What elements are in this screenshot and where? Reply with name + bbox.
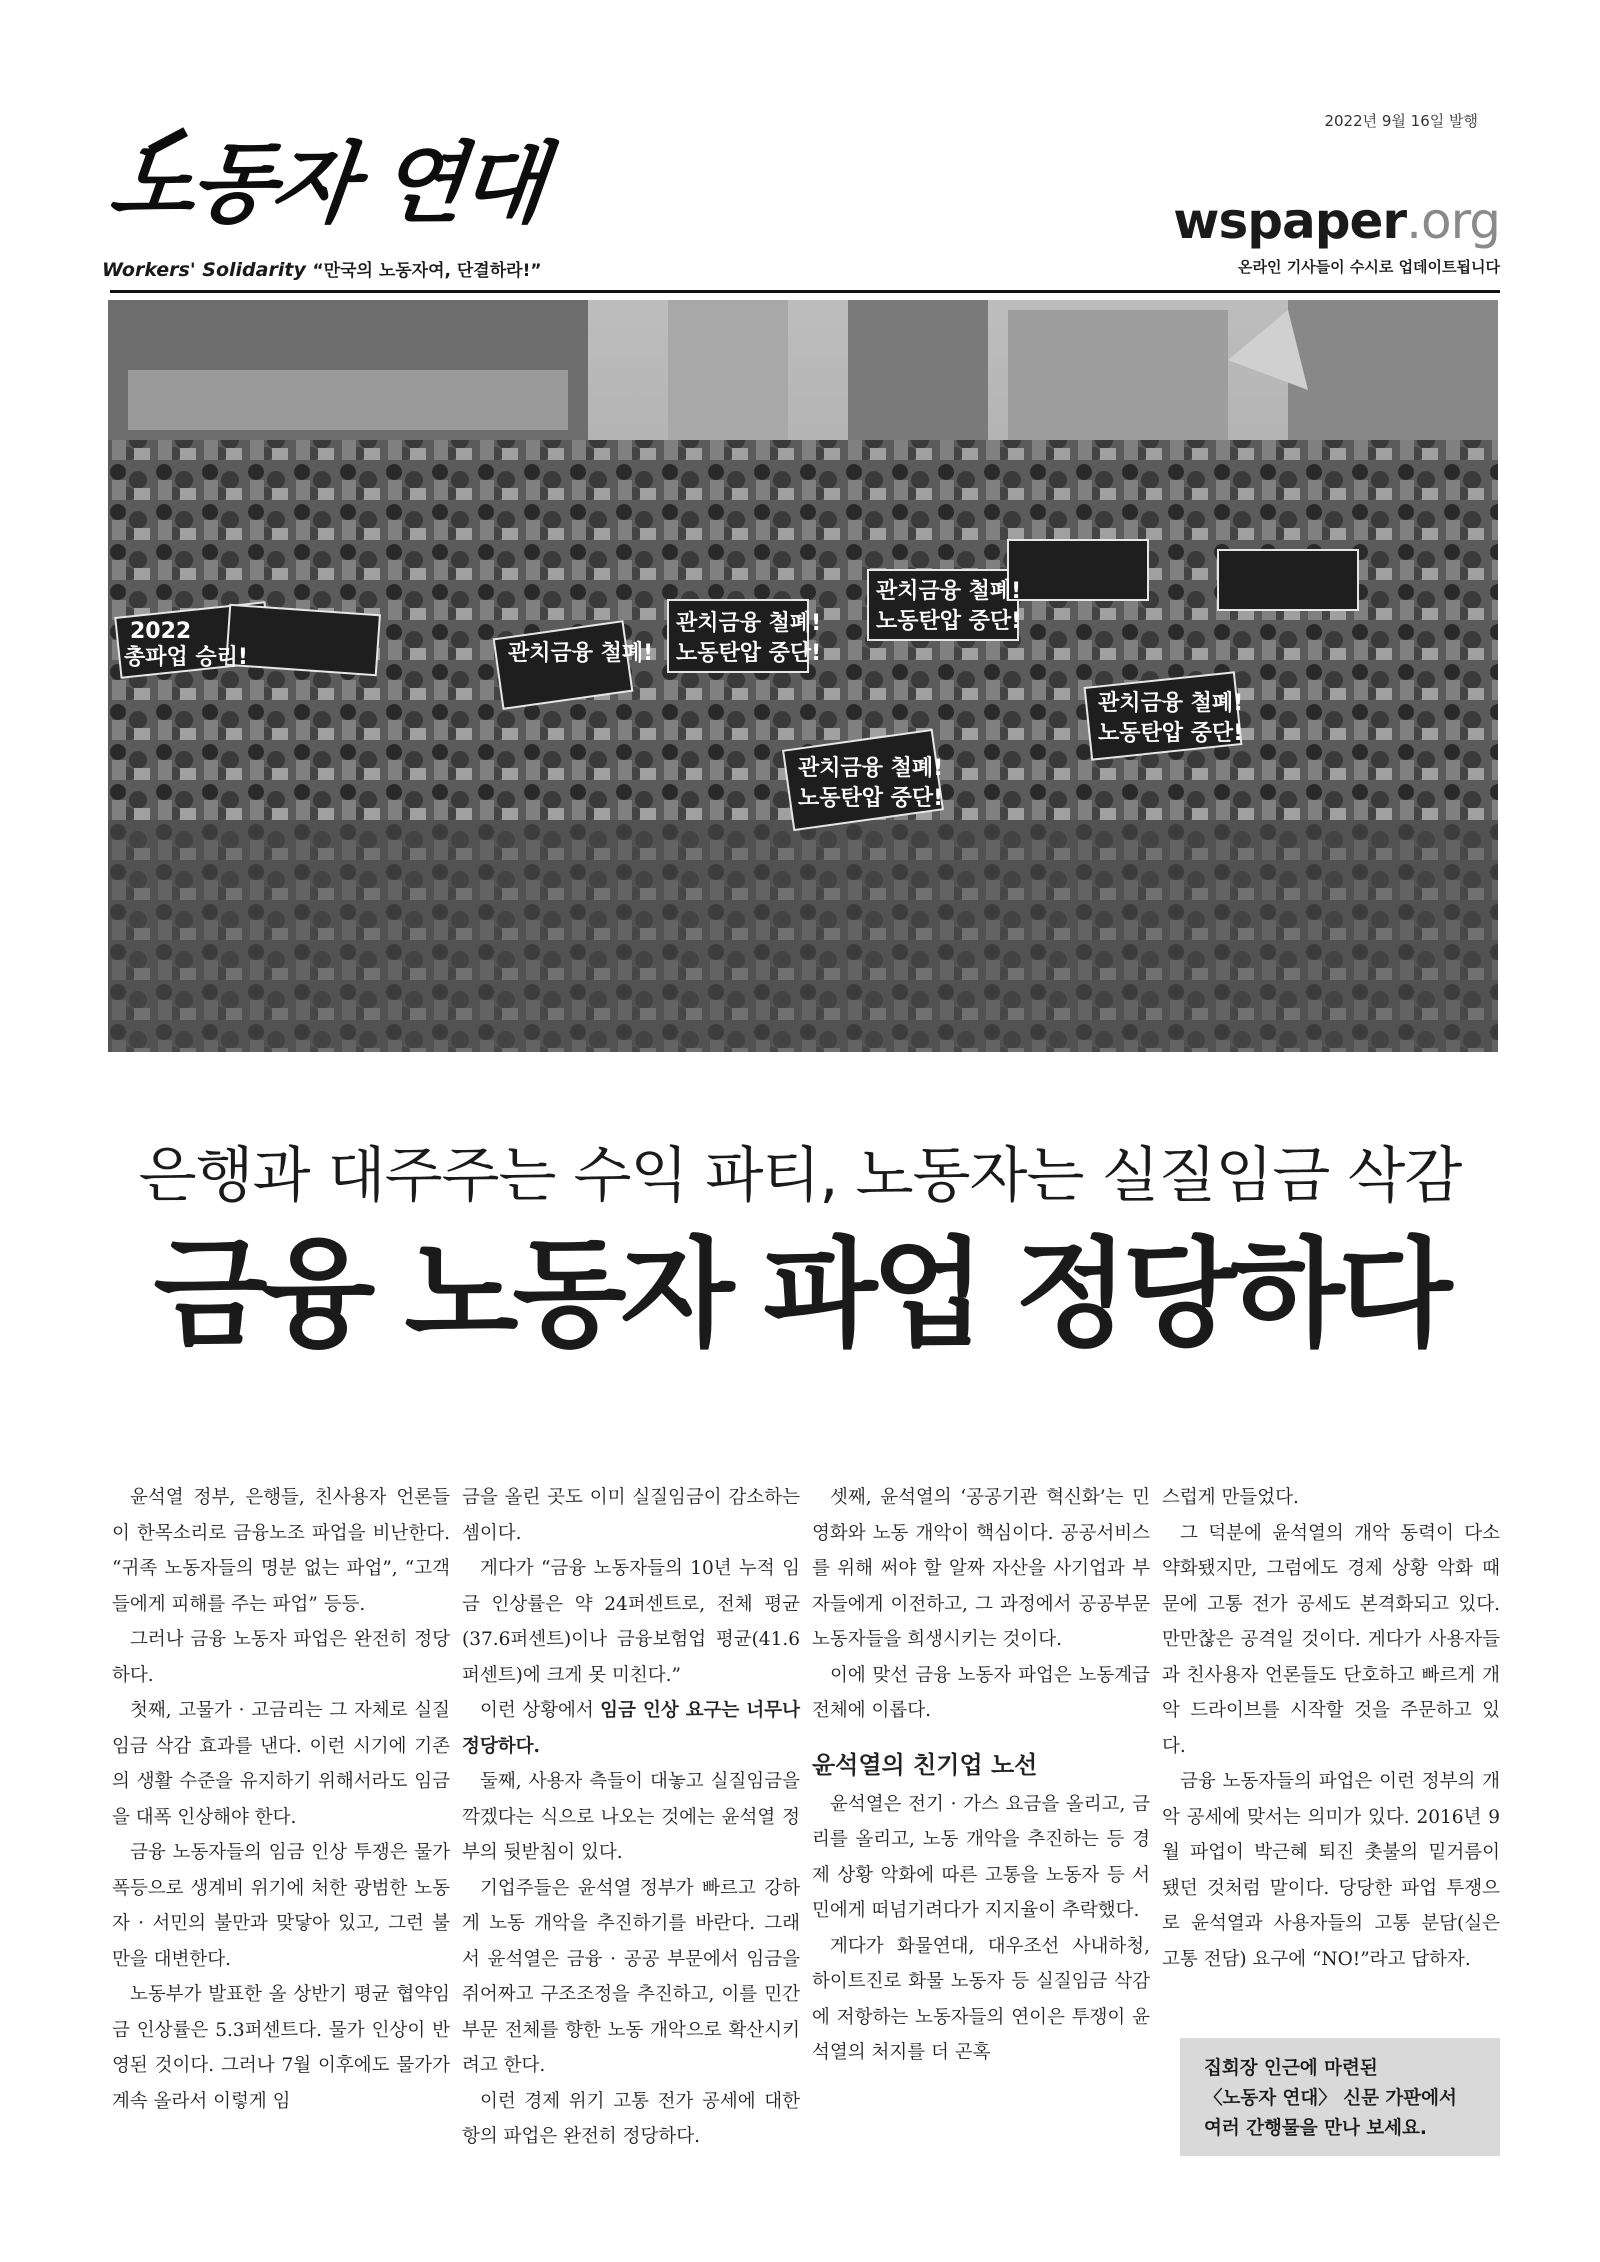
site-name: wspaper	[1173, 192, 1407, 250]
paragraph: 윤석열은 전기 · 가스 요금을 올리고, 금리를 올리고, 노동 개악을 추진하는 등 경제 상황 악화에 따른 고통을 노동자 등 서민에게 떠넘기려다가 지지율이 추락했다.	[812, 1793, 1150, 1921]
paragraph-text: 이런 상황에서	[480, 1700, 601, 1721]
photo-sign-label-2: 관치금융 철폐!	[676, 611, 822, 636]
paragraph: 게다가 화물연대, 대우조선 사내하청, 하이트진로 화물 노동자 등 실질임금 삭감에 저항하는 노동자들의 연이은 투쟁이 윤석열의 처지를 더 곤혹	[812, 1935, 1150, 2063]
masthead-logo[interactable]	[104, 132, 670, 250]
site-note: 온라인 기사들이 수시로 업데이트됩니다	[1238, 258, 1500, 276]
paragraph: 게다가 “금융 노동자들의 10년 누적 임금 인상률은 약 24퍼센트로, 전체 평균(37.6퍼센트)이나 금융보험업 평균(41.6퍼센트)에 크게 못 미친다.”	[462, 1558, 800, 1686]
article-subhead: 윤석열의 친기업 노선	[812, 1750, 1038, 1779]
paragraph: 셋째, 윤석열의 ‘공공기관 혁신화’는 민영화와 노동 개악이 핵심이다. 공공서비스를 위해 써야 할 알짜 자산을 사기업과 부자들에게 이전하고, 그 과정에서 공공부문 노동자들을 희생시키는 것이다.	[812, 1487, 1150, 1650]
photo-sign-label-6: 관치금융 철폐!	[1098, 691, 1244, 716]
masthead-rule	[110, 290, 1500, 293]
paragraph: 둘째, 사용자 측들이 대놓고 실질임금을 깍겠다는 식으로 나오는 것에는 윤석열 정부의 뒷받침이 있다.	[462, 1771, 800, 1863]
paragraph: 그러나 금융 노동자 파업은 완전히 정당하다.	[112, 1629, 450, 1686]
logo-text: 노동자 연대	[104, 132, 548, 235]
paragraph: 금융 노동자들의 파업은 이런 정부의 개악 공세에 맞서는 의미가 있다. 2016년 9월 파업이 박근혜 퇴진 촛불의 밑거름이 됐던 것처럼 말이다. 당당한 파업 투쟁으로 윤석열과 사용자들의 고통 분담(실은 고통 전담) 요구에 “NO!”라고 답하자.	[1162, 1771, 1500, 1970]
photo-sign-label-3: 노동탄압 중단!	[676, 641, 822, 666]
article-column-2	[462, 1480, 800, 2155]
photo-sign-year-1: 2022	[130, 619, 192, 644]
article-headline: 금융 노동자 파업 정당하다	[153, 1225, 1447, 1363]
rally-photo	[108, 300, 1498, 1052]
paragraph: 이에 맞선 금융 노동자 파업은 노동계급 전체에 이롭다.	[812, 1664, 1150, 1721]
issue-date: 2022년 9월 16일 발행	[1324, 112, 1478, 130]
promo-line: 〈노동자 연대〉 신문 가판에서	[1204, 2088, 1457, 2109]
article-kicker: 은행과 대주주는 수익 파티, 노동자는 실질임금 삭감	[138, 1141, 1462, 1211]
site-link[interactable]	[1173, 192, 1500, 250]
paragraph-continued: 스럽게 만들었다.	[1162, 1487, 1299, 1508]
photo-sign-label-7: 노동탄압 중단!	[1098, 721, 1244, 746]
paragraph: 이런 경제 위기 고통 전가 공세에 대한 항의 파업은 완전히 정당하다.	[462, 2090, 800, 2147]
tagline-english: Workers' Solidarity	[102, 259, 306, 281]
article-column-3	[812, 1480, 1150, 2071]
paragraph: 첫째, 고물가 · 고금리는 그 자체로 실질임금 삭감 효과를 낸다. 이런 시기에 기존의 생활 수준을 유지하기 위해서라도 임금을 대폭 인상해야 한다.	[112, 1700, 450, 1828]
article-column-4	[1162, 1480, 1500, 1977]
photo-sign-label-1: 관치금융 철폐!	[508, 641, 654, 666]
promo-line: 여러 간행물을 만나 보세요.	[1204, 2118, 1427, 2139]
masthead-tagline	[102, 256, 542, 281]
photo-sign-label-8: 관치금융 철폐!	[798, 756, 944, 781]
tagline-korean: “만국의 노동자여, 단결하라!”	[312, 261, 542, 281]
article-column-1	[112, 1480, 450, 2119]
photo-sign-label-5: 노동탄압 중단!	[876, 609, 1022, 634]
photo-sign-label-9: 노동탄압 중단!	[798, 786, 944, 811]
paragraph-emphasis	[462, 1693, 800, 1764]
promo-line: 집회장 인근에 마련된	[1204, 2058, 1378, 2079]
paragraph: 윤석열 정부, 은행들, 친사용자 언론들이 한목소리로 금융노조 파업을 비난한다. “귀족 노동자들의 명분 없는 파업”, “고객들에게 피해를 주는 파업” 등등.	[112, 1487, 450, 1615]
promo-box	[1180, 2038, 1500, 2156]
paragraph: 그 덕분에 윤석열의 개악 동력이 다소 약화됐지만, 그럼에도 경제 상황 악화 때문에 고통 전가 공세도 본격화되고 있다. 만만찮은 공격일 것이다. 게다가 사용자들과 친사용자 언론들도 단호하고 빠르게 개악 드라이브를 시작할 것을 주문하고 있다.	[1162, 1522, 1500, 1757]
bold-emphasis: 임금 인상 요구는 너무나 정당하다.	[462, 1700, 800, 1757]
paragraph-continued: 금을 올린 곳도 이미 실질임금이 감소하는 셈이다.	[462, 1487, 800, 1544]
photo-sign-strike-1: 총파업 승리!	[124, 645, 248, 670]
paragraph: 금융 노동자들의 임금 인상 투쟁은 물가 폭등으로 생계비 위기에 처한 광범한 노동자 · 서민의 불만과 맞닿아 있고, 그런 불만을 대변한다.	[112, 1842, 450, 1970]
paragraph: 노동부가 발표한 올 상반기 평균 협약임금 인상률은 5.3퍼센트다. 물가 인상이 반영된 것이다. 그러나 7월 이후에도 물가가 계속 올라서 이렇게 임	[112, 1984, 450, 2112]
paragraph: 기업주들은 윤석열 정부가 빠르고 강하게 노동 개악을 추진하기를 바란다. 그래서 윤석열은 금융 · 공공 부문에서 임금을 쥐어짜고 구조조정을 추진하고, 이를 민간 부문 전체를 향한 노동 개악으로 확산시키려고 한다.	[462, 1877, 800, 2076]
site-tld: .org	[1406, 192, 1500, 250]
photo-sign-label-4: 관치금융 철폐!	[876, 579, 1022, 604]
